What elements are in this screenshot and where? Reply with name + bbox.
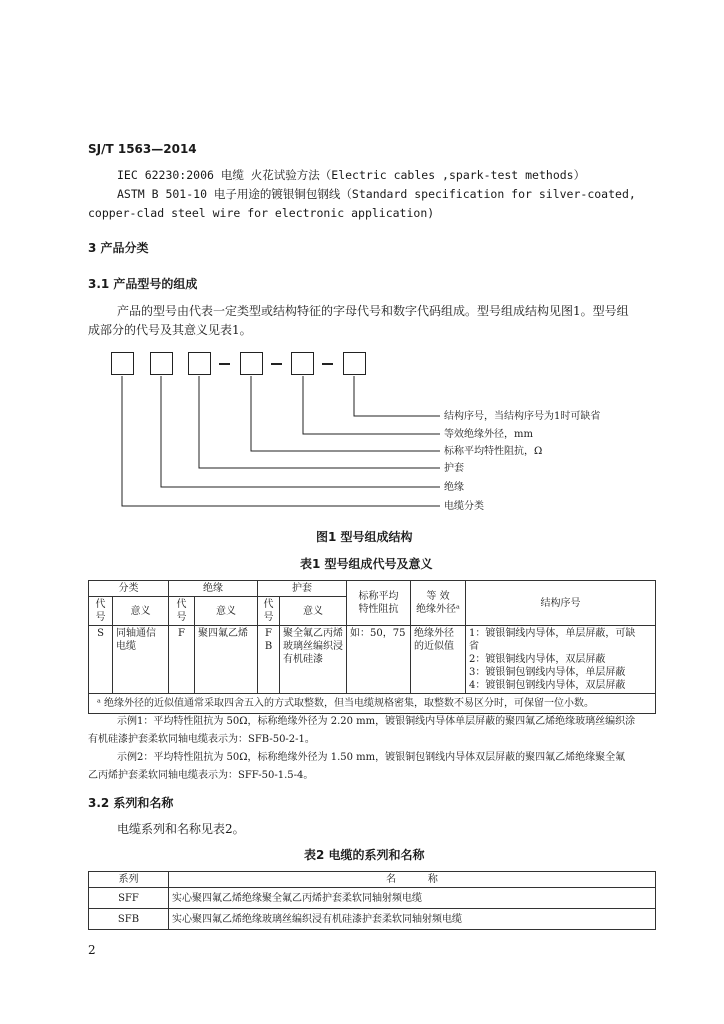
subheader-meaning: 意义: [113, 597, 169, 626]
example-1-line1: 示例1：平均特性阻抗为 50Ω，标称绝缘外径为 2.20 mm，镀银铜线内导体单层屏蔽的聚四氟乙烯绝缘玻璃丝编织涂: [117, 716, 636, 727]
table-2: [88, 871, 656, 930]
cell-sheath-meaning: 聚全氟乙丙烯 玻璃丝编织浸 有机硅漆: [280, 626, 347, 694]
diagram-label-class: 电缆分类: [444, 501, 484, 512]
cell-ins-code: F: [169, 626, 195, 694]
structure-line: 省: [469, 641, 479, 652]
reference-astm-line2: copper-clad steel wire for electronic application): [88, 206, 435, 220]
reference-astm-line1: ASTM B 501-10 电子用途的镀银铜包钢线（Standard specification for silver-coated,: [117, 187, 636, 201]
header-name: 名 称: [169, 872, 656, 888]
subheader-meaning: 意义: [280, 597, 347, 626]
diagram-box-insulation: [150, 352, 173, 375]
cell-series: SFB: [89, 909, 169, 930]
cell-name: 实心聚四氟乙烯绝缘玻璃丝编织浸有机硅漆护套柔软同轴射频电缆: [169, 909, 656, 930]
table-row: [89, 888, 656, 909]
diagram-box-class: [111, 352, 134, 375]
diagram-label-impedance: 标称平均特性阻抗，Ω: [444, 446, 543, 457]
diagram-box-diameter: [291, 352, 314, 375]
header-sheath: 护套: [258, 581, 347, 597]
section-3-heading: 3 产品分类: [88, 241, 149, 255]
table-1-footnote-row: [89, 694, 656, 714]
structure-line: 2：镀银铜线内导体，双层屏蔽: [469, 654, 606, 665]
header-impedance: 标称平均 特性阻抗: [347, 581, 411, 626]
diagram-dash: [219, 363, 230, 365]
header-insulation: 绝缘: [169, 581, 258, 597]
table-2-caption: 表2 电缆的系列和名称: [304, 848, 425, 862]
cell-diameter: 绝缘外径 的近似值: [411, 626, 466, 694]
diagram-label-diameter: 等效绝缘外径，mm: [444, 429, 533, 440]
diagram-box-structure: [343, 352, 366, 375]
table-row: [89, 909, 656, 930]
diagram-box-sheath: [188, 352, 211, 375]
section-3-1-heading: 3.1 产品型号的组成: [88, 277, 198, 291]
table-1-data-row: [89, 626, 656, 694]
diagram-box-impedance: [240, 352, 263, 375]
table-1-header-row: [89, 581, 656, 597]
cell-name: 实心聚四氟乙烯绝缘聚全氟乙丙烯护套柔软同轴射频电缆: [169, 888, 656, 909]
example-1-line2: 有机硅漆护套柔软同轴电缆表示为：SFB-50-2-1。: [88, 734, 315, 745]
structure-line: 4：镀银铜包钢线内导体，双层屏蔽: [469, 680, 626, 691]
cell-sheath-codes: F B: [258, 626, 280, 694]
table-2-header-row: [89, 872, 656, 888]
structure-line: 3：镀银铜包钢线内导体，单层屏蔽: [469, 667, 626, 678]
diagram-dash: [271, 363, 282, 365]
section-3-2-para: 电缆系列和名称见表2。: [117, 822, 245, 836]
diagram-label-structure: 结构序号，当结构序号为1时可缺省: [444, 411, 601, 422]
diagram-label-sheath: 护套: [444, 463, 464, 474]
subheader-meaning: 意义: [195, 597, 258, 626]
cell-ins-meaning: 聚四氟乙烯: [195, 626, 258, 694]
header-class: 分类: [89, 581, 169, 597]
section-3-1-para-line1: 产品的型号由代表一定类型或结构特征的字母代号和数字代码组成。型号组成结构见图1。型号组: [117, 304, 629, 318]
cell-series: SFF: [89, 888, 169, 909]
page-number: 2: [88, 943, 96, 957]
example-2-line2: 乙丙烯护套柔软同轴电缆表示为：SFF-50-1.5-4。: [88, 770, 314, 781]
cell-class-meaning: 同轴通信 电缆: [113, 626, 169, 694]
header-series: 系列: [89, 872, 169, 888]
standard-code: SJ/T 1563—2014: [88, 142, 197, 156]
section-3-1-para-line2: 成部分的代号及其意义见表1。: [88, 323, 252, 337]
table-1-caption: 表1 型号组成代号及意义: [300, 557, 433, 571]
section-3-2-heading: 3.2 系列和名称: [88, 796, 174, 810]
cell-impedance: 如：50，75: [347, 626, 411, 694]
figure-1-caption: 图1 型号组成结构: [316, 530, 413, 544]
diagram-dash: [322, 363, 333, 365]
header-diameter: 等 效 绝缘外径ᵃ: [411, 581, 466, 626]
structure-line: 1：镀银铜线内导体，单层屏蔽，可缺: [469, 628, 636, 639]
subheader-code: 代号: [89, 597, 113, 626]
table-1-footnote: ᵃ 绝缘外径的近似值通常采取四舍五入的方式取整数，但当电缆规格密集，取整数不易区分时，可保留一位小数。: [89, 694, 656, 714]
reference-iec: IEC 62230:2006 电缆 火花试验方法（Electric cables ,spark-test methods）: [117, 168, 586, 182]
subheader-code: 代号: [169, 597, 195, 626]
subheader-code: 代号: [258, 597, 280, 626]
cell-structure: [466, 626, 656, 694]
header-structure: 结构序号: [466, 581, 656, 626]
table-1: [88, 580, 656, 714]
example-2-line1: 示例2：平均特性阻抗为 50Ω，标称绝缘外径为 1.50 mm，镀银铜包钢线内导体双层屏蔽的聚四氟乙烯绝缘聚全氟: [117, 752, 626, 763]
diagram-label-insulation: 绝缘: [444, 482, 464, 493]
cell-class-code: S: [89, 626, 113, 694]
